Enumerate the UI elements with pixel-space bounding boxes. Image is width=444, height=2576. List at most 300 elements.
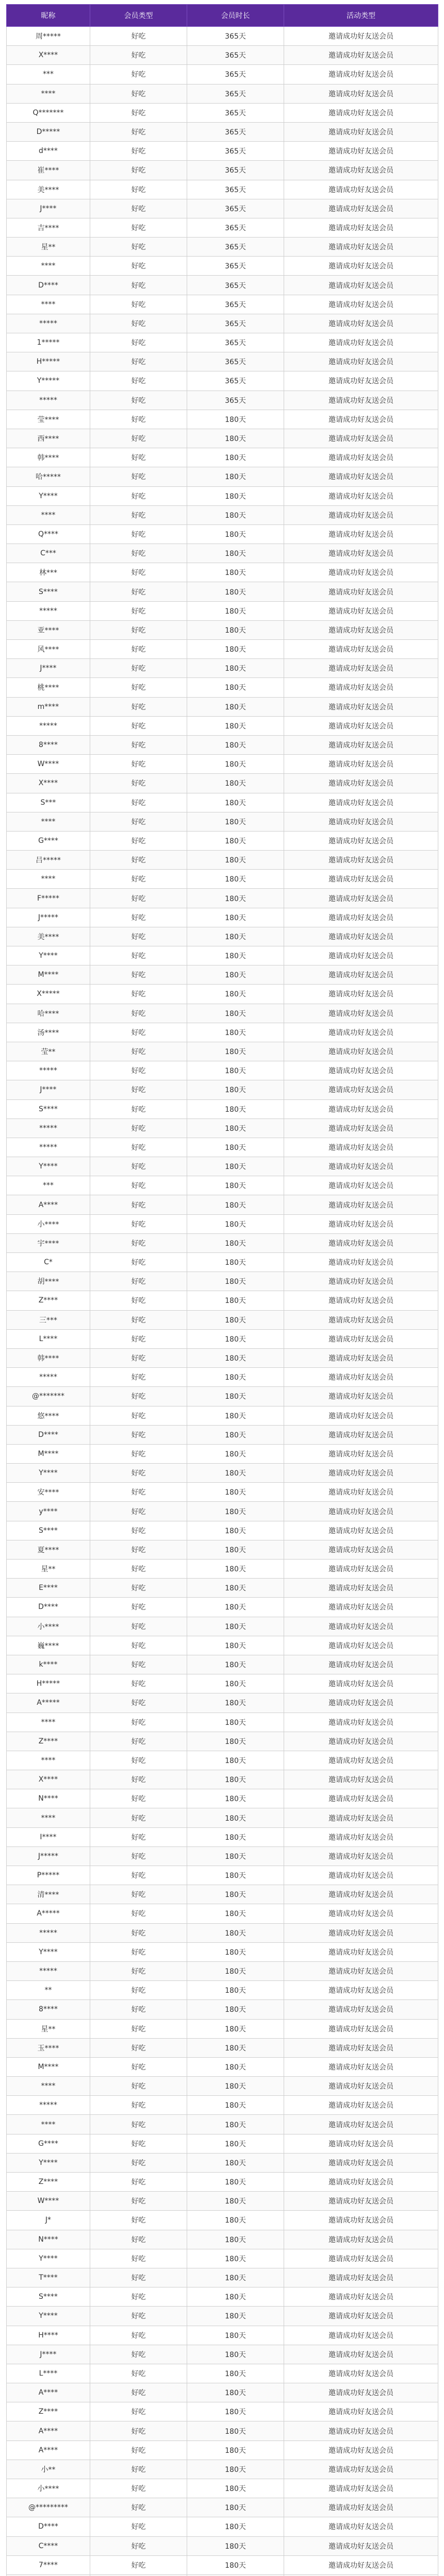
activity-type-cell: 邀请成功好友送会员 [284,2517,438,2536]
member-duration-cell: 365天 [187,238,284,257]
table-row [7,2287,438,2307]
table-row [7,524,438,544]
table-row [7,2517,438,2536]
table-row [7,1961,438,1980]
table-row [7,391,438,410]
table-row [7,1004,438,1023]
member-duration-cell: 180天 [187,2115,284,2134]
activity-type-cell: 邀请成功好友送会员 [284,1789,438,1808]
nickname-cell: N**** [7,1789,90,1808]
member-duration-cell: 180天 [187,2402,284,2421]
activity-type-cell: 邀请成功好友送会员 [284,218,438,237]
table-row [7,1425,438,1444]
member-duration-cell: 180天 [187,927,284,946]
table-row [7,1981,438,2000]
member-type-cell: 好吃 [90,276,187,295]
nickname-cell: M**** [7,1444,90,1463]
nickname-cell: 汤**** [7,1023,90,1042]
member-duration-cell: 180天 [187,601,284,620]
member-duration-cell: 180天 [187,544,284,563]
nickname-cell: G**** [7,831,90,850]
nickname-cell: **** [7,870,90,889]
nickname-cell: 夏**** [7,1540,90,1559]
member-type-cell: 好吃 [90,774,187,793]
table-row [7,2230,438,2249]
member-type-cell: 好吃 [90,429,187,448]
member-type-cell: 好吃 [90,1483,187,1502]
activity-type-cell: 邀请成功好友送会员 [284,391,438,410]
table-row [7,2211,438,2230]
member-duration-cell: 180天 [187,1636,284,1655]
nickname-cell: 星** [7,2019,90,2038]
table-row [7,1885,438,1904]
nickname-cell: A**** [7,1195,90,1214]
member-type-cell: 好吃 [90,851,187,870]
member-type-cell: 好吃 [90,870,187,889]
nickname-cell: I**** [7,1827,90,1846]
member-duration-cell: 180天 [187,1138,284,1157]
table-row [7,1808,438,1827]
nickname-cell: m**** [7,697,90,716]
activity-type-cell: 邀请成功好友送会员 [284,774,438,793]
member-type-cell: 好吃 [90,218,187,237]
table-row [7,161,438,180]
member-type-cell: 好吃 [90,371,187,391]
nickname-cell: **** [7,1751,90,1770]
nickname-cell: Y**** [7,2307,90,2326]
activity-type-cell: 邀请成功好友送会员 [284,1942,438,1961]
member-type-cell: 好吃 [90,1655,187,1674]
member-type-cell: 好吃 [90,1464,187,1483]
nickname-cell: **** [7,812,90,831]
activity-type-cell: 邀请成功好友送会员 [284,161,438,180]
activity-type-cell: 邀请成功好友送会员 [284,295,438,314]
activity-type-cell: 邀请成功好友送会员 [284,448,438,467]
nickname-cell: 莹**** [7,410,90,429]
activity-type-cell: 邀请成功好友送会员 [284,122,438,141]
activity-type-cell: 邀请成功好友送会员 [284,1846,438,1866]
nickname-cell: Z**** [7,1291,90,1310]
member-type-cell: 好吃 [90,889,187,908]
table-body [7,27,438,2576]
table-row [7,1195,438,1214]
activity-type-cell: 邀请成功好友送会员 [284,199,438,218]
table-row [7,659,438,678]
member-duration-cell: 180天 [187,2555,284,2574]
member-type-cell: 好吃 [90,659,187,678]
member-type-cell: 好吃 [90,2402,187,2421]
nickname-cell: **** [7,295,90,314]
table-header-row [7,5,438,27]
member-type-cell: 好吃 [90,946,187,965]
member-type-cell: 好吃 [90,2536,187,2555]
activity-type-cell: 邀请成功好友送会员 [284,46,438,65]
member-type-cell: 好吃 [90,1674,187,1693]
table-row [7,467,438,486]
member-duration-cell: 180天 [187,2153,284,2172]
activity-type-cell: 邀请成功好友送会员 [284,2479,438,2498]
nickname-cell: Y**** [7,1942,90,1961]
member-duration-cell: 365天 [187,257,284,276]
member-type-cell: 好吃 [90,1540,187,1559]
nickname-cell: D**** [7,276,90,295]
table-row [7,314,438,333]
member-type-cell: 好吃 [90,1617,187,1636]
member-duration-cell: 180天 [187,640,284,659]
table-row [7,985,438,1004]
activity-type-cell: 邀请成功好友送会员 [284,429,438,448]
member-duration-cell: 180天 [187,2192,284,2211]
member-duration-cell: 365天 [187,142,284,161]
activity-type-cell: 邀请成功好友送会员 [284,2383,438,2402]
member-duration-cell: 365天 [187,391,284,410]
nickname-cell: **** [7,1713,90,1732]
table-row [7,1214,438,1233]
table-row [7,505,438,524]
member-type-cell: 好吃 [90,1732,187,1751]
activity-type-cell: 邀请成功好友送会员 [284,1406,438,1425]
nickname-cell: S**** [7,1099,90,1118]
nickname-cell: ***** [7,314,90,333]
activity-type-cell: 邀请成功好友送会员 [284,1674,438,1693]
table-row [7,199,438,218]
nickname-cell: F***** [7,889,90,908]
nickname-cell: *** [7,65,90,84]
member-type-cell: 好吃 [90,1176,187,1195]
member-duration-cell: 180天 [187,1770,284,1789]
activity-type-cell: 邀请成功好友送会员 [284,1176,438,1195]
table-row [7,1866,438,1885]
table-row [7,1348,438,1367]
member-duration-cell: 365天 [187,276,284,295]
member-type-cell: 好吃 [90,1004,187,1023]
member-type-cell: 好吃 [90,2115,187,2134]
table-row [7,218,438,237]
member-duration-cell: 180天 [187,774,284,793]
table-row [7,2441,438,2460]
activity-type-cell: 邀请成功好友送会员 [284,1080,438,1099]
member-type-cell: 好吃 [90,1961,187,1980]
activity-type-cell: 邀请成功好友送会员 [284,1329,438,1348]
member-duration-cell: 180天 [187,486,284,505]
activity-type-cell: 邀请成功好友送会员 [284,659,438,678]
member-type-cell: 好吃 [90,2345,187,2364]
activity-type-cell: 邀请成功好友送会员 [284,1866,438,1885]
table-row [7,1617,438,1636]
activity-type-cell: 邀请成功好友送会员 [284,1042,438,1061]
member-duration-cell: 180天 [187,1923,284,1942]
nickname-cell: X**** [7,774,90,793]
member-type-cell: 好吃 [90,2096,187,2115]
member-duration-cell: 365天 [187,295,284,314]
member-duration-cell: 180天 [187,2249,284,2268]
member-duration-cell: 180天 [187,1655,284,1674]
member-type-cell: 好吃 [90,1598,187,1617]
nickname-cell: D**** [7,2517,90,2536]
member-type-cell: 好吃 [90,601,187,620]
member-type-cell: 好吃 [90,1080,187,1099]
activity-type-cell: 邀请成功好友送会员 [284,1579,438,1598]
nickname-cell: 星** [7,238,90,257]
nickname-cell: 美**** [7,927,90,946]
member-type-cell: 好吃 [90,1942,187,1961]
activity-type-cell: 邀请成功好友送会员 [284,1099,438,1118]
member-duration-cell: 180天 [187,410,284,429]
member-duration-cell: 180天 [187,1464,284,1483]
member-type-cell: 好吃 [90,1310,187,1329]
member-type-cell: 好吃 [90,2364,187,2383]
member-duration-cell: 180天 [187,1808,284,1827]
member-duration-cell: 180天 [187,716,284,735]
member-type-cell: 好吃 [90,1770,187,1789]
table-row [7,1406,438,1425]
table-row [7,831,438,850]
member-type-cell: 好吃 [90,1751,187,1770]
member-type-cell: 好吃 [90,2268,187,2287]
table-row [7,1023,438,1042]
nickname-cell: A**** [7,2421,90,2441]
activity-type-cell: 邀请成功好友送会员 [284,2536,438,2555]
member-duration-cell: 180天 [187,659,284,678]
activity-type-cell: 邀请成功好友送会员 [284,851,438,870]
member-type-cell: 好吃 [90,467,187,486]
member-duration-cell: 180天 [187,1214,284,1233]
table-row [7,620,438,639]
activity-type-cell: 邀请成功好友送会员 [284,831,438,850]
member-duration-cell: 180天 [187,1674,284,1693]
nickname-cell: **** [7,505,90,524]
member-duration-cell: 180天 [187,1866,284,1885]
member-type-cell: 好吃 [90,1789,187,1808]
table-row [7,1923,438,1942]
table-row [7,429,438,448]
table-row [7,1655,438,1674]
activity-type-cell: 邀请成功好友送会员 [284,1655,438,1674]
nickname-cell: ***** [7,391,90,410]
member-duration-cell: 180天 [187,1521,284,1540]
nickname-cell: 吉**** [7,218,90,237]
nickname-cell: 林*** [7,563,90,582]
member-duration-cell: 180天 [187,1560,284,1579]
nickname-cell: Z**** [7,2402,90,2421]
table-row [7,257,438,276]
activity-type-cell: 邀请成功好友送会员 [284,257,438,276]
activity-type-cell: 邀请成功好友送会员 [284,103,438,122]
nickname-cell: A***** [7,1904,90,1923]
nickname-cell: 7**** [7,2555,90,2574]
activity-type-cell: 邀请成功好友送会员 [284,678,438,697]
member-type-cell: 好吃 [90,1329,187,1348]
nickname-cell: 周***** [7,27,90,46]
activity-type-cell: 邀请成功好友送会员 [284,2441,438,2460]
member-duration-cell: 180天 [187,735,284,754]
activity-type-cell: 邀请成功好友送会员 [284,27,438,46]
nickname-cell: D**** [7,1425,90,1444]
member-type-cell: 好吃 [90,1138,187,1157]
activity-type-cell: 邀请成功好友送会员 [284,2268,438,2287]
member-type-cell: 好吃 [90,1061,187,1080]
member-duration-cell: 180天 [187,2019,284,2038]
table-row [7,851,438,870]
member-duration-cell: 180天 [187,1387,284,1406]
activity-type-cell: 邀请成功好友送会员 [284,1291,438,1310]
activity-type-cell: 邀请成功好友送会员 [284,65,438,84]
table-row [7,2249,438,2268]
member-type-cell: 好吃 [90,1981,187,2000]
member-duration-cell: 180天 [187,1846,284,1866]
table-row [7,1942,438,1961]
member-type-cell: 好吃 [90,2460,187,2479]
table-row [7,927,438,946]
activity-type-cell: 邀请成功好友送会员 [284,2402,438,2421]
member-duration-cell: 180天 [187,1253,284,1272]
member-duration-cell: 180天 [187,889,284,908]
nickname-cell: @********* [7,2498,90,2517]
table-row [7,1732,438,1751]
table-row [7,84,438,103]
table-row [7,2134,438,2153]
activity-type-cell: 邀请成功好友送会员 [284,1348,438,1367]
table-row [7,1464,438,1483]
member-duration-cell: 180天 [187,1004,284,1023]
table-row [7,2536,438,2555]
table-row [7,1904,438,1923]
member-type-cell: 好吃 [90,793,187,812]
member-duration-cell: 180天 [187,755,284,774]
member-type-cell: 好吃 [90,2326,187,2345]
nickname-cell: S*** [7,793,90,812]
member-duration-cell: 180天 [187,1444,284,1463]
nickname-cell: Y**** [7,946,90,965]
activity-type-cell: 邀请成功好友送会员 [284,1923,438,1942]
table-row [7,1329,438,1348]
member-type-cell: 好吃 [90,1157,187,1176]
member-duration-cell: 180天 [187,1693,284,1713]
member-type-cell: 好吃 [90,2307,187,2326]
nickname-cell: 巍**** [7,1636,90,1655]
nickname-cell: y**** [7,1502,90,1521]
member-type-cell: 好吃 [90,716,187,735]
table-row [7,2153,438,2172]
member-type-cell: 好吃 [90,295,187,314]
activity-type-cell: 邀请成功好友送会员 [284,1808,438,1827]
member-duration-cell: 180天 [187,1348,284,1367]
member-duration-cell: 180天 [187,1579,284,1598]
table-row [7,1827,438,1846]
member-duration-cell: 180天 [187,851,284,870]
nickname-cell: J**** [7,2345,90,2364]
nickname-cell: **** [7,84,90,103]
member-duration-cell: 180天 [187,1885,284,1904]
activity-type-cell: 邀请成功好友送会员 [284,2555,438,2574]
activity-type-cell: 邀请成功好友送会员 [284,620,438,639]
table-row [7,1674,438,1693]
member-type-cell: 好吃 [90,352,187,371]
member-duration-cell: 365天 [187,371,284,391]
member-type-cell: 好吃 [90,27,187,46]
nickname-cell: 玉**** [7,2038,90,2057]
table-row [7,1233,438,1252]
member-type-cell: 好吃 [90,122,187,141]
member-duration-cell: 180天 [187,1099,284,1118]
activity-type-cell: 邀请成功好友送会员 [284,697,438,716]
table-row [7,697,438,716]
activity-type-cell: 邀请成功好友送会员 [284,1693,438,1713]
table-row [7,1157,438,1176]
activity-type-cell: 邀请成功好友送会员 [284,2096,438,2115]
table-row [7,2077,438,2096]
activity-type-cell: 邀请成功好友送会员 [284,1023,438,1042]
member-duration-cell: 180天 [187,1272,284,1291]
member-type-cell: 好吃 [90,2249,187,2268]
activity-type-cell: 邀请成功好友送会员 [284,238,438,257]
member-type-cell: 好吃 [90,142,187,161]
activity-type-cell: 邀请成功好友送会员 [284,1636,438,1655]
activity-type-cell: 邀请成功好友送会员 [284,2460,438,2479]
table-row [7,1713,438,1732]
activity-type-cell: 邀请成功好友送会员 [284,1502,438,1521]
activity-type-cell: 邀请成功好友送会员 [284,1961,438,1980]
table-row [7,2019,438,2038]
nickname-cell: 小**** [7,2479,90,2498]
nickname-cell: 哈**** [7,1004,90,1023]
member-type-cell: 好吃 [90,1348,187,1367]
activity-type-cell: 邀请成功好友送会员 [284,812,438,831]
member-type-cell: 好吃 [90,2421,187,2441]
member-type-cell: 好吃 [90,486,187,505]
table-row [7,180,438,199]
activity-type-cell: 邀请成功好友送会员 [284,793,438,812]
activity-type-cell: 邀请成功好友送会员 [284,735,438,754]
member-duration-cell: 365天 [187,46,284,65]
activity-type-cell: 邀请成功好友送会员 [284,927,438,946]
member-type-cell: 好吃 [90,448,187,467]
activity-type-cell: 邀请成功好友送会员 [284,180,438,199]
table-row [7,352,438,371]
member-duration-cell: 180天 [187,1713,284,1732]
activity-type-cell: 邀请成功好友送会员 [284,985,438,1004]
table-row [7,295,438,314]
member-table-container [6,4,438,2576]
activity-type-cell: 邀请成功好友送会员 [284,1214,438,1233]
activity-type-cell: 邀请成功好友送会员 [284,563,438,582]
activity-type-cell: 邀请成功好友送会员 [284,410,438,429]
nickname-cell: 哈***** [7,467,90,486]
member-duration-cell: 180天 [187,1942,284,1961]
activity-type-cell: 邀请成功好友送会员 [284,1118,438,1138]
nickname-cell: 8**** [7,2000,90,2019]
member-duration-cell: 180天 [187,2345,284,2364]
member-type-cell: 好吃 [90,697,187,716]
member-duration-cell: 180天 [187,505,284,524]
member-duration-cell: 180天 [187,582,284,601]
table-row [7,276,438,295]
member-duration-cell: 180天 [187,1080,284,1099]
activity-type-cell: 邀请成功好友送会员 [284,1138,438,1157]
activity-type-cell: 邀请成功好友送会员 [284,1598,438,1617]
nickname-cell: A***** [7,1693,90,1713]
member-type-cell: 好吃 [90,65,187,84]
nickname-cell: 西**** [7,429,90,448]
table-row [7,142,438,161]
activity-type-cell: 邀请成功好友送会员 [284,2192,438,2211]
member-duration-cell: 180天 [187,831,284,850]
table-row [7,870,438,889]
table-row [7,1636,438,1655]
member-duration-cell: 180天 [187,678,284,697]
nickname-cell: 亚**** [7,620,90,639]
nickname-cell: k**** [7,1655,90,1674]
